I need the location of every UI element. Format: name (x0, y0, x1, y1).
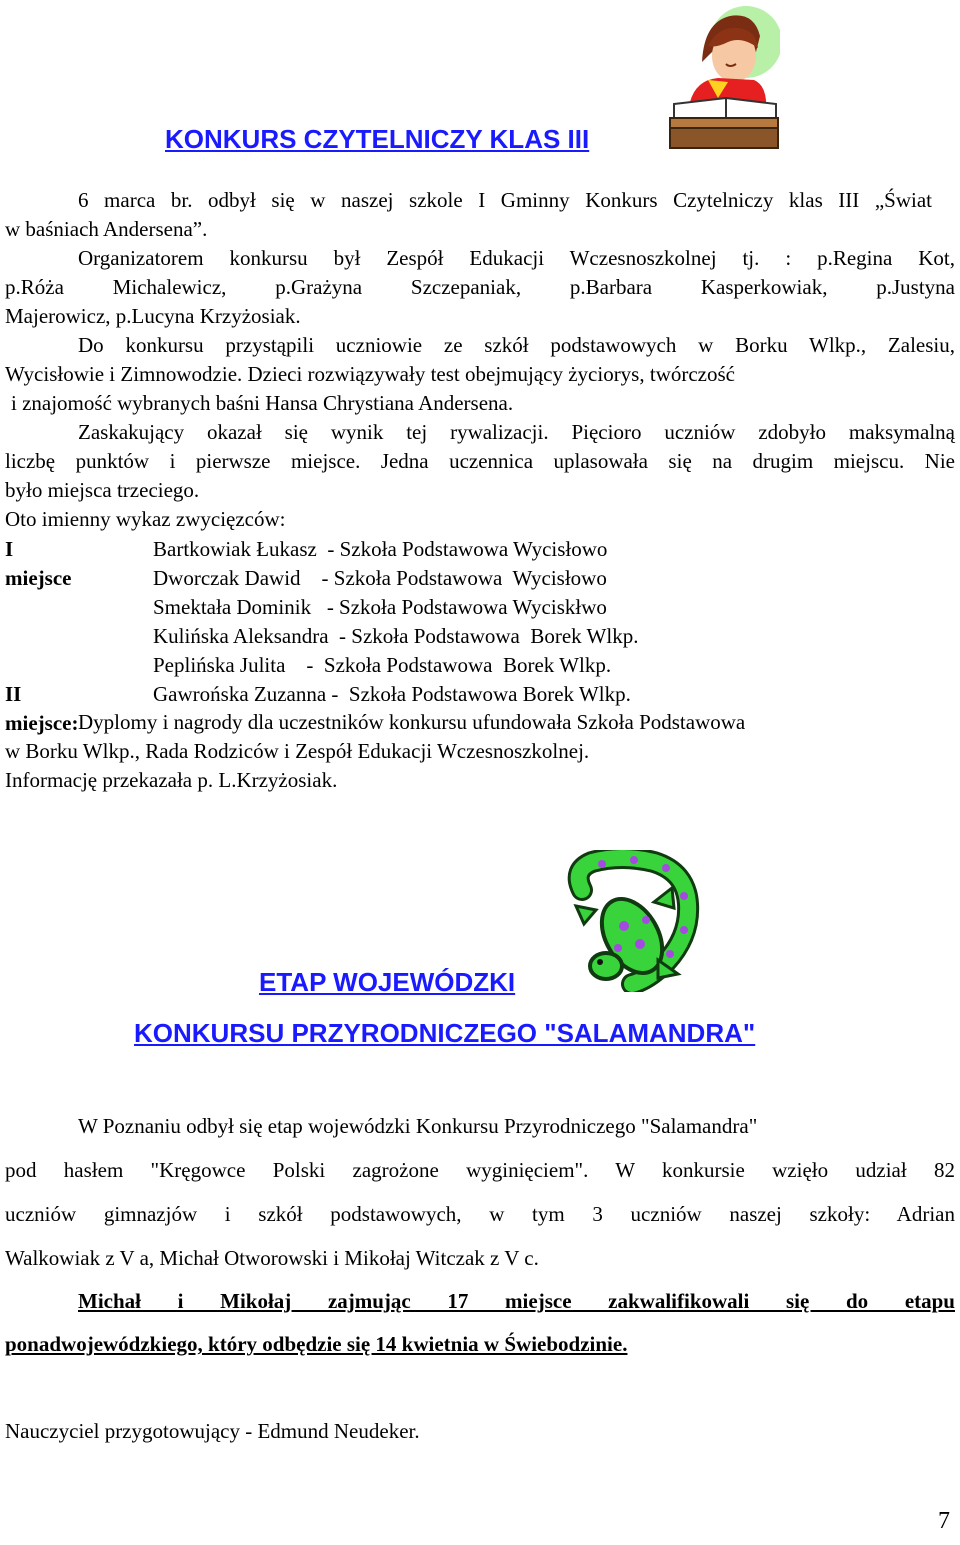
text-line: Do konkursu przystąpili uczniowie ze szkół podstawowych w Borku Wlkp., Zalesiu, (78, 333, 955, 357)
section-subtitle: KONKURSU PRZYRODNICZEGO "SALAMANDRA" (134, 1018, 756, 1048)
text-line: było miejsca trzeciego. (5, 478, 200, 502)
winner-place: I miejsce (5, 537, 72, 590)
highlight-line: Michał i Mikołaj zajmując 17 miejsce zakwalifikowali się do etapu (78, 1289, 955, 1313)
text-line: w baśniach Andersena”. (5, 217, 208, 241)
text-line: Wycisłowie i Zimnowodzie. Dzieci rozwiązywały test obejmujący życiorys, twórczość (5, 362, 735, 386)
contest-title: KONKURS CZYTELNICZY KLAS III (165, 124, 590, 154)
text-line: uczniów gimnazjów i szkół podstawowych, w tym 3 uczniów naszej szkoły: Adrian (5, 1202, 955, 1226)
text-line: liczbę punktów i pierwsze miejsce. Jedna uczennica uplasowała się na drugim miejscu. Nie (5, 449, 955, 473)
text-line: pod hasłem "Kręgowce Polski zagrożone wyginięciem". W konkursie wzięło udział 82 (5, 1158, 955, 1182)
text-line: p.Róża Michalewicz, p.Grażyna Szczepaniak, p.Barbara Kasperkowiak, p.Justyna (5, 275, 955, 299)
text-line: Walkowiak z V a, Michał Otworowski i Mikołaj Witczak z V c. (5, 1246, 539, 1270)
text-line: 6 marca br. odbył się w naszej szkole I Gminny Konkurs Czytelniczy klas III „Świat (78, 188, 932, 212)
winner-entry: Smektała Dominik - Szkoła Podstawowa Wyciskłwo (153, 595, 607, 619)
page-number: 7 (938, 1508, 950, 1534)
text-line: Majerowicz, p.Lucyna Krzyżosiak. (5, 304, 301, 328)
winner-entry: Kulińska Aleksandra - Szkoła Podstawowa Borek Wlkp. (153, 624, 639, 648)
winner-entry: Gawrońska Zuzanna - Szkoła Podstawowa Borek Wlkp. (153, 682, 631, 706)
highlight-line: ponadwojewódzkiego, który odbędzie się 14 kwietnia w Świebodzinie. (5, 1332, 628, 1356)
salamander-illustration (562, 850, 704, 992)
winner-place: II miejsce: (5, 682, 79, 735)
author-note: Informację przekazała p. L.Krzyżosiak. (5, 768, 338, 792)
winner-entry: Peplińska Julita - Szkoła Podstawowa Borek Wlkp. (153, 653, 612, 677)
text-line: Dyplomy i nagrody dla uczestników konkursu ufundowała Szkoła Podstawowa (78, 710, 746, 734)
winner-entry: Bartkowiak Łukasz - Szkoła Podstawowa Wycisłowo (153, 537, 608, 561)
boy-reading-illustration (668, 2, 780, 150)
text-line: i znajomość wybranych baśni Hansa Chrystiana Andersena. (11, 391, 514, 415)
section-title: ETAP WOJEWÓDZKI (259, 967, 516, 997)
text-line: Oto imienny wykaz zwycięzców: (5, 507, 286, 531)
winner-entry: Dworczak Dawid - Szkoła Podstawowa Wycisłowo (153, 566, 607, 590)
signature: Nauczyciel przygotowujący - Edmund Neudeker. (5, 1419, 420, 1443)
text-line: Zaskakujący okazał się wynik tej rywalizacji. Pięcioro uczniów zdobyło maksymalną (78, 420, 955, 444)
text-line: Organizatorem konkursu był Zespół Edukacji Wczesnoszkolnej tj. : p.Regina Kot, (78, 246, 955, 270)
text-line: W Poznaniu odbył się etap wojewódzki Konkursu Przyrodniczego "Salamandra" (78, 1114, 758, 1138)
text-line: w Borku Wlkp., Rada Rodziców i Zespół Edukacji Wczesnoszkolnej. (5, 739, 590, 763)
